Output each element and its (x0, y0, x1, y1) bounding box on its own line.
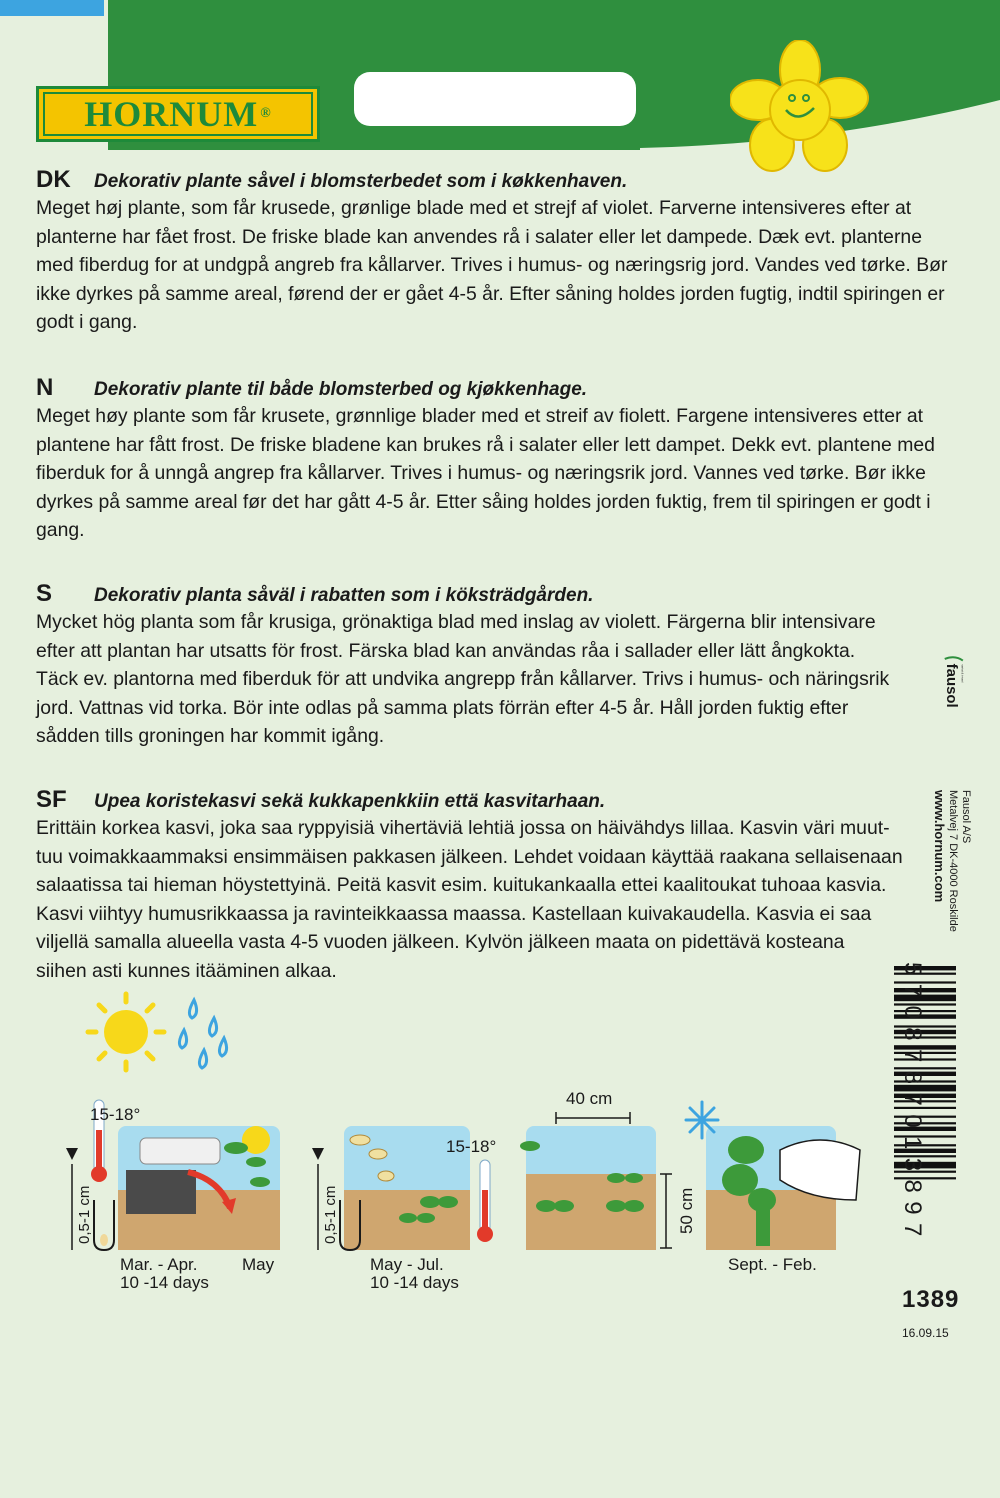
language-code: N (36, 374, 54, 401)
section-heading: Dekorativ plante til både blomsterbed og kjøkkenhage. (94, 379, 588, 400)
section-heading: Dekorativ planta såväl i rabatten som i köksträdgården. (94, 585, 594, 606)
body-line: Meget høy plante som får krusete, grønnlige blader med et streif av fiolett. Fargene intensiveres etter at (36, 405, 924, 427)
body-line: Erittäin korkea kasvi, joka saa ryppyisiä vihertäviä lehtiä jossa on häivähdys lillaa. Kasvin väri muut- (36, 817, 890, 839)
body-line: viljellä samalla alueella vasta 4-5 vuoden jälkeen. Kylvön jälkeen maata on pidettävä kosteana (36, 931, 845, 954)
section-body (36, 814, 916, 986)
language-code: DK (36, 166, 71, 193)
fausol-wordmark: fausol (943, 663, 961, 708)
white-label-area (354, 72, 636, 126)
timing-days: 10 -14 days (370, 1273, 459, 1292)
body-line: med fiberdug for at undgpå angreb fra kållarver. Trives i humus- og næringsrig jord. Vandes ved tørke. Bør (36, 254, 948, 277)
body-line: tuu voimakkaammaksi ensimmäisen pakkasen jälkeen. Lehdet voidaan käyttää raakana sellaisenaan (36, 845, 903, 868)
body-line: efter att plantan har utsatts för frost. Färska blad kan användas råa i sallader eller lätt ångkokta. (36, 639, 856, 662)
section-s (36, 580, 976, 751)
body-line: jord. Vattnas vid torka. Bör inte odlas på samma plats förrän efter 4-5 år. Håll jorden fuktig efter (36, 696, 849, 719)
registered-mark: ® (260, 106, 272, 121)
company-website: www.hornum.com (932, 790, 947, 903)
section-n (36, 374, 976, 545)
smiling-flower-icon (730, 40, 870, 180)
depth-label: 0,5-1 cm (76, 1185, 93, 1244)
timing-days: 10 -14 days (120, 1273, 209, 1292)
company-info (933, 790, 972, 932)
timing-month-label: May (242, 1255, 275, 1274)
temperature-label: 15-18° (446, 1137, 497, 1156)
product-number: 1389 (902, 1286, 960, 1313)
body-line: gang. (36, 519, 85, 542)
brand-name: HORNUM (84, 94, 259, 134)
timing-months: Mar. - Apr. (120, 1255, 198, 1274)
body-line: siihen asti kunnes itääminen alkaa. (36, 959, 337, 982)
body-line: planterne har fået frost. De friske blade kan anvendes rå i salater eller let dampede. Dæk evt. planterne (36, 225, 922, 248)
temperature-label: 15-18° (90, 1105, 141, 1124)
timing-months: May - Jul. (370, 1255, 444, 1274)
body-line: Meget høj plante, som får krusede, grønlige blade med et strejf af violet. Farverne intensiveres efter at (36, 197, 912, 219)
fausol-logo (918, 655, 988, 785)
body-line: dyrkes på samme areal før det har gått 4-5 år. Etter såing holdes jorden fuktig, frem til spiringen er godt i (36, 490, 931, 513)
timing-label: Sept. - Feb. (728, 1255, 817, 1274)
corner-tab (0, 0, 104, 16)
step-spacing-panel (520, 1112, 672, 1250)
body-line: ikke dyrkes på samme areal, førend der er gået 4-5 år. Efter såning holdes jorden fugtig, indtil spiringen er (36, 282, 945, 305)
spacing-width-label: 40 cm (566, 1089, 613, 1108)
body-line: Mycket hög planta som får krusiga, grönaktiga blad med inslag av violett. Färgerna blir intensivare (36, 611, 876, 633)
body-line: godt i gang. (36, 311, 138, 334)
thermometer-icon (477, 1160, 493, 1242)
section-heading: Dekorativ plante såvel i blomsterbedet som i køkkenhaven. (94, 171, 628, 192)
section-body (36, 402, 976, 545)
section-dk (36, 166, 976, 337)
depth-label: 0,5-1 cm (322, 1185, 339, 1244)
body-line: plantene har fått frost. De friske bladene kan brukes rå i salater eller lett dampet. Dekk evt. plantene med (36, 433, 935, 456)
section-body (36, 608, 976, 751)
body-line: Kasvi viihtyy humusrikkaassa ja ravinteikkaassa maassa. Kastellaan kuivakaudella. Kasvia ei saa (36, 902, 872, 925)
hornum-logo (36, 86, 320, 142)
section-body (36, 194, 976, 337)
company-name: Fausol A/S (960, 790, 972, 844)
body-line: salaatissa tai hieman höystettyinä. Peitä kasvit esim. kuitukankaalla ettei kaalitoukat tuhoaa kasvia. (36, 874, 887, 897)
language-code: SF (36, 786, 67, 813)
step-harvest-panel (686, 1102, 860, 1250)
body-line: sådden tills groningen har kommit igång. (36, 725, 385, 748)
body-line: fiberduk for å unngå angrep fra kållarver. Trives i humus- og næringsrik jord. Vannes ved tørke. Bør ikke (36, 462, 926, 485)
snowflake-icon (686, 1102, 718, 1138)
company-address: Metalvej 7 DK-4000 Roskilde (947, 790, 959, 932)
language-code: S (36, 580, 53, 607)
timing-label (120, 1256, 209, 1292)
weather-icons (76, 990, 256, 1090)
timing-label (370, 1256, 459, 1292)
sowing-diagram (60, 1090, 880, 1300)
rain-drops-icon (179, 1000, 226, 1068)
spacing-height-label: 50 cm (677, 1187, 696, 1234)
fausol-tagline: vækst & trivsel (960, 664, 964, 683)
sun-icon (88, 994, 164, 1070)
step-indoor-panel (118, 1126, 280, 1250)
barcode-digits: 5708787013897 (899, 962, 926, 1245)
section-sf (36, 786, 976, 986)
print-date: 16.09.15 (902, 1326, 949, 1340)
section-heading: Upea koristekasvi sekä kukkapenkkiin että kasvitarhaan. (94, 791, 606, 812)
body-line: Täck ev. plantorna med fiberduk för att undvika angrepp från kållarver. Trivs i humus- och näringsrik (36, 668, 890, 691)
